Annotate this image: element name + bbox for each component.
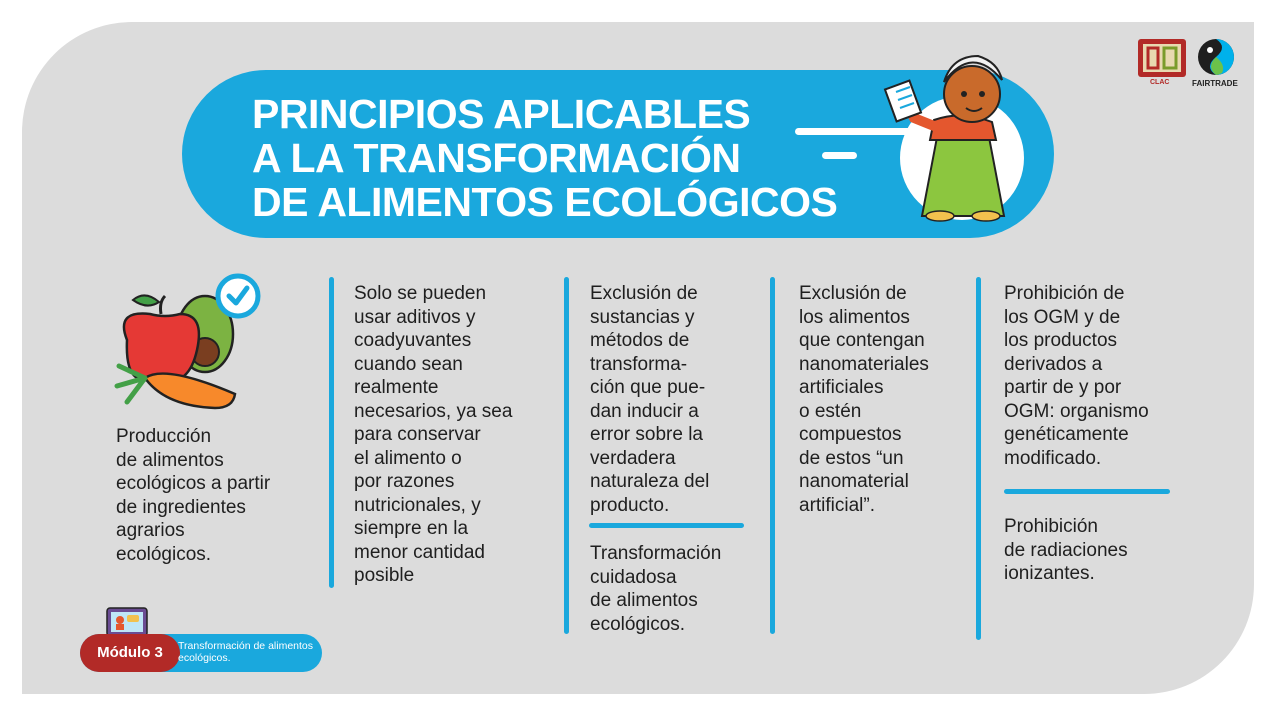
- page-title: [252, 92, 892, 224]
- column-4-text: Exclusión de los alimentos que contengan nanomateriales artificiales o estén compuestos de estos “un nanomaterial artificial”.: [799, 283, 929, 516]
- column-5-separator: [1004, 489, 1170, 494]
- column-divider-1: [329, 277, 334, 588]
- fairtrade-logo: [1196, 37, 1236, 77]
- speed-line-2: [822, 152, 857, 159]
- column-3-separator: [589, 523, 744, 528]
- module-label: Módulo 3: [80, 634, 180, 672]
- module-subtitle: Transformación de alimentos ecológicos.: [178, 640, 314, 664]
- column-1-text: Producción de alimentos ecológicos a partir de ingredientes agrarios ecológicos.: [116, 426, 271, 565]
- column-divider-2: [564, 277, 569, 634]
- column-2-text: Solo se pueden usar aditivos y coadyuvantes cuando sean realmente necesarios, ya sea para conservar el alimento o por razones nutricionales, y siempre en la menor cantidad posible: [354, 283, 513, 586]
- column-3-text-a: Exclusión de sustancias y métodos de transforma- ción que pue- dan inducir a error sobre la verdadera naturaleza del producto.: [590, 283, 710, 516]
- checkmark-icon: [214, 272, 262, 320]
- fairtrade-logo-label: FAIRTRADE: [1192, 79, 1238, 88]
- clac-logo-label: CLAC: [1150, 79, 1170, 86]
- farmer-woman-illustration: [880, 40, 1040, 222]
- column-3-text-b: Transformación cuidadosa de alimentos ecológicos.: [590, 543, 722, 635]
- title-line-3: DE ALIMENTOS ECOLÓGICOS: [252, 179, 838, 225]
- column-divider-4: [976, 277, 981, 640]
- column-5-text-a: Prohibición de los OGM y de los productos derivados a partir de y por OGM: organismo genéticamente modificado.: [1004, 283, 1149, 469]
- title-line-1: PRINCIPIOS APLICABLES: [252, 91, 751, 137]
- column-5-text-b: Prohibición de radiaciones ionizantes.: [1004, 516, 1128, 584]
- column-divider-3: [770, 277, 775, 634]
- title-line-2: A LA TRANSFORMACIÓN: [252, 135, 741, 181]
